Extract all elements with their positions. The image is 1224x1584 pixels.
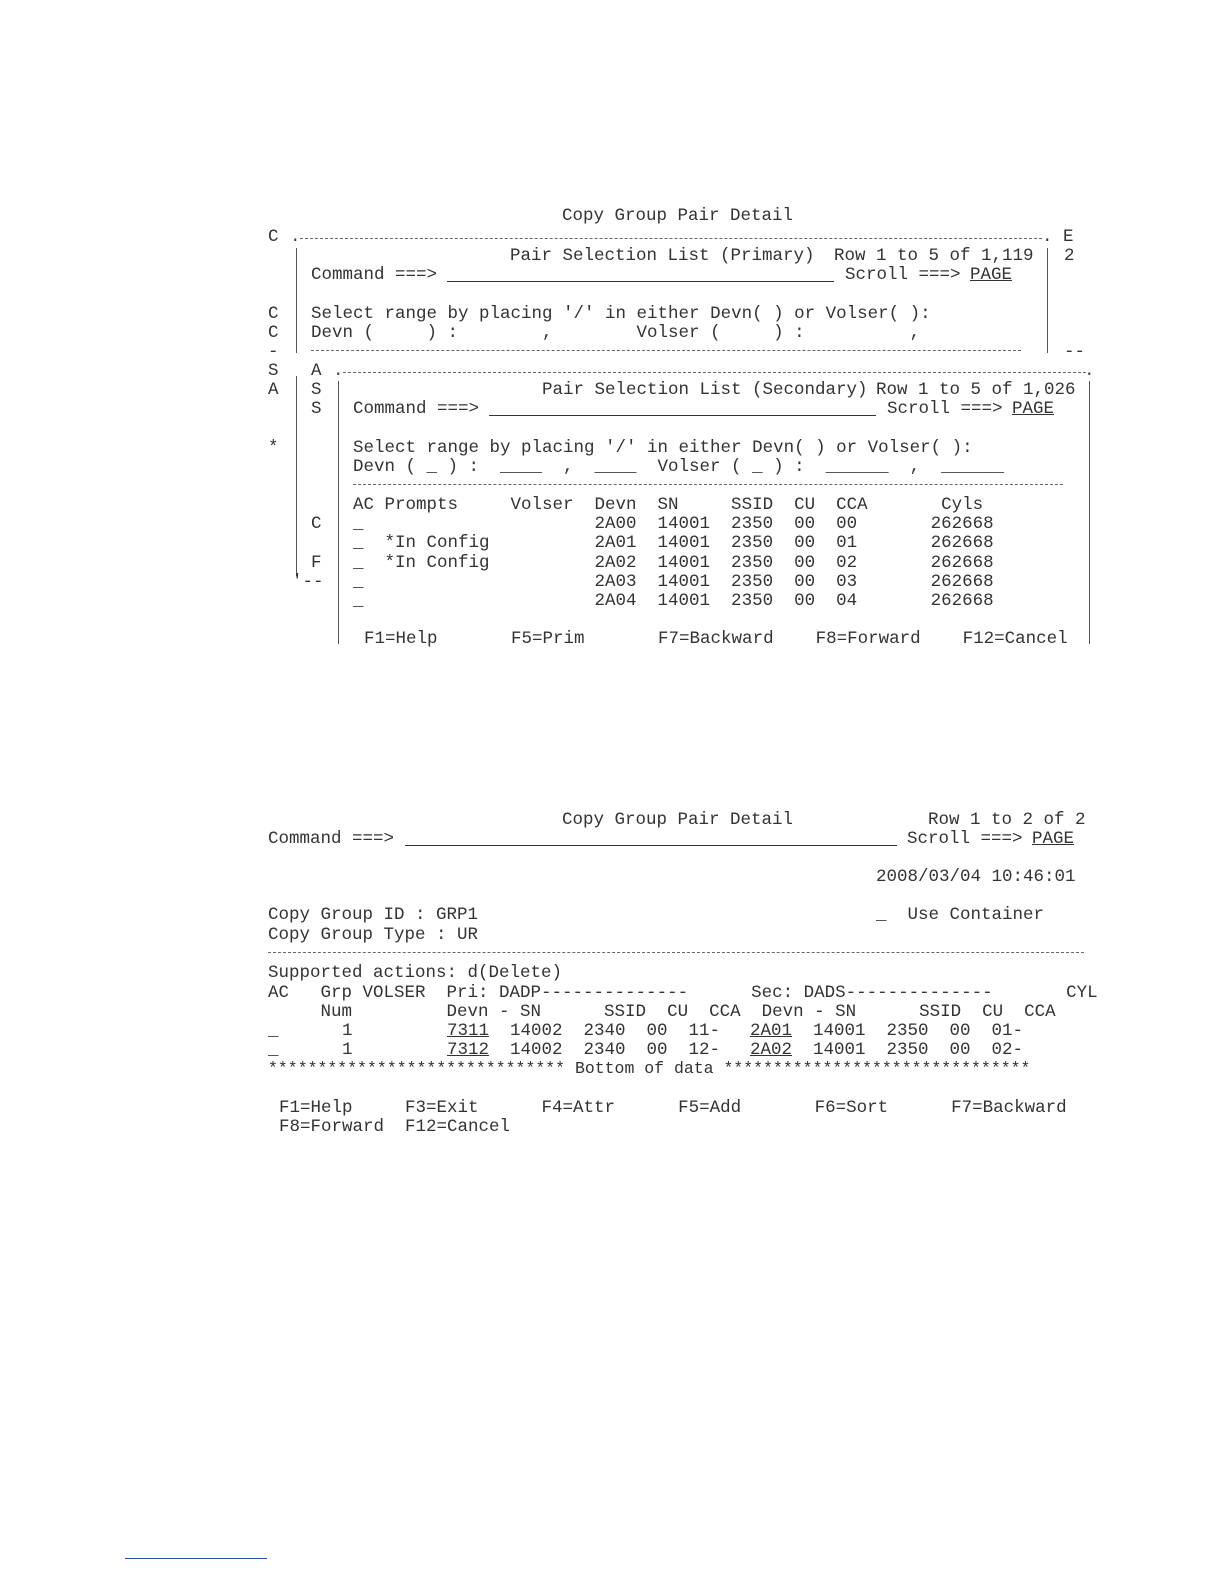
secondary-table-row[interactable]: _ *In Config 2A01 14001 2350 00 01 262668 [353,533,994,553]
right-label-2: 2 [1064,246,1075,266]
secondary-table-row[interactable]: _ 2A03 14001 2350 00 03 262668 [353,572,994,592]
screen2-function-keys-line1[interactable]: F1=Help F3=Exit F4=Attr F5=Add F6=Sort F7=Backward [279,1098,1067,1118]
primary-command-label: Command ===> [311,265,438,285]
primary-scroll-field[interactable]: PAGE [970,265,1013,285]
supported-actions: Supported actions: d(Delete) [268,963,563,983]
primary-row-info: Row 1 to 5 of 1,119 [834,246,1034,266]
inner-label-c: C [311,514,322,534]
screen2-scroll-label: Scroll ===> [907,829,1023,849]
pair-row-ac-input[interactable]: _ [268,1021,279,1041]
inner-label-a: A [311,361,322,381]
screen2-row-info: Row 1 to 2 of 2 [928,810,1086,830]
use-container-field[interactable]: _ Use Container [876,905,1045,925]
screen2-timestamp: 2008/03/04 10:46:01 [876,867,1076,887]
secondary-popup-top-right-corner: . [1084,361,1095,381]
secondary-row-info: Row 1 to 5 of 1,026 [876,380,1076,400]
secondary-select-range: Select range by placing '/' in either Devn( ) or Volser( ): [353,438,973,458]
copy-group-type: Copy Group Type : UR [268,925,479,945]
left-label-a: A [268,380,279,400]
primary-popup-title: Pair Selection List (Primary) [510,246,815,266]
left-label-c2: C [268,304,279,324]
pair-row-secondary-devn-link[interactable]: 2A01 [750,1021,793,1041]
copy-group-id: Copy Group ID : GRP1 [268,905,479,925]
screen2-scroll-field[interactable]: PAGE [1032,829,1075,849]
primary-separator [311,350,1021,351]
inner-label-s2: S [311,399,322,419]
screen2-command-label: Command ===> [268,829,395,849]
left-label-c1: C [268,227,279,247]
secondary-popup-right-border [1089,381,1090,644]
secondary-command-label: Command ===> [353,399,480,419]
pair-row-primary-details: 14002 2340 00 11- [489,1021,721,1041]
secondary-popup-title: Pair Selection List (Secondary) [542,380,868,400]
left-label-star: * [268,438,279,458]
secondary-scroll-label: Scroll ===> [887,399,1003,419]
screen1-title: Copy Group Pair Detail [562,206,794,226]
secondary-popup-top-corner: . [333,361,344,381]
secondary-devn-volser-line[interactable]: Devn ( _ ) : ____ , ____ Volser ( _ ) : ______ , ______ [353,457,1005,477]
inner-label-s1: S [311,380,322,400]
right-label-dashes: -- [1064,342,1086,362]
pair-row-primary-details: 14002 2340 00 12- [489,1040,721,1060]
secondary-scroll-field[interactable]: PAGE [1012,399,1055,419]
screen2-separator [268,952,1084,953]
pair-row-primary-devn-link[interactable]: 7312 [447,1040,490,1060]
pair-row-ac-input[interactable]: _ [268,1040,279,1060]
primary-popup-top-corner: . [290,227,301,247]
secondary-separator [353,484,1063,485]
left-label-dash: - [268,342,279,362]
primary-popup-top-border [300,238,1042,239]
pair-row-grp-num: 1 [342,1040,353,1060]
pair-row-secondary-devn-link[interactable]: 2A02 [750,1040,793,1060]
pair-table-header-2: Num Devn - SN SSID CU CCA Devn - SN SSID CU CCA [268,1002,1056,1022]
primary-select-range: Select range by placing '/' in either Devn( ) or Volser( ): [311,304,931,324]
primary-popup-right-border [1047,248,1048,353]
primary-devn-volser-line[interactable]: Devn ( ) : , Volser ( ) : , [311,323,921,343]
secondary-table-row[interactable]: _ *In Config 2A02 14001 2350 00 02 262668 [353,553,994,573]
pair-row-secondary-details: 14001 2350 00 01- [792,1021,1024,1041]
primary-command-input[interactable] [447,281,834,282]
bottom-of-data-marker: ****************************** Bottom of data ******************************* [268,1059,1031,1078]
right-label-e: . E [1042,227,1074,247]
secondary-table-row[interactable]: _ 2A04 14001 2350 00 04 262668 [353,591,994,611]
inner-label-corner: '-- [292,572,324,592]
left-label-c3: C [268,323,279,343]
primary-popup-left-border [296,248,297,353]
screen2-title: Copy Group Pair Detail [562,810,794,830]
primary-scroll-label: Scroll ===> [845,265,961,285]
footnote-rule [125,1558,267,1559]
secondary-popup-top-border [343,372,1086,373]
screen2-function-keys-line2[interactable]: F8=Forward F12=Cancel [279,1117,511,1137]
pair-row-secondary-details: 14001 2350 00 02- [792,1040,1024,1060]
secondary-command-input[interactable] [489,415,876,416]
pair-row-primary-devn-link[interactable]: 7311 [447,1021,490,1041]
inner-label-f: F [311,553,322,573]
primary-popup-left-border-lower [296,376,297,576]
screen2-command-input[interactable] [405,845,897,846]
secondary-popup-left-border [338,381,339,644]
secondary-function-keys[interactable]: F1=Help F5=Prim F7=Backward F8=Forward F12=Cancel [364,629,1068,649]
left-label-s: S [268,361,279,381]
pair-table-header-1: AC Grp VOLSER Pri: DADP-------------- Sec: DADS-------------- CYL [268,983,1098,1003]
secondary-table-row[interactable]: _ 2A00 14001 2350 00 00 262668 [353,514,994,534]
secondary-table-header: AC Prompts Volser Devn SN SSID CU CCA Cyls [353,495,984,515]
pair-row-grp-num: 1 [342,1021,353,1041]
